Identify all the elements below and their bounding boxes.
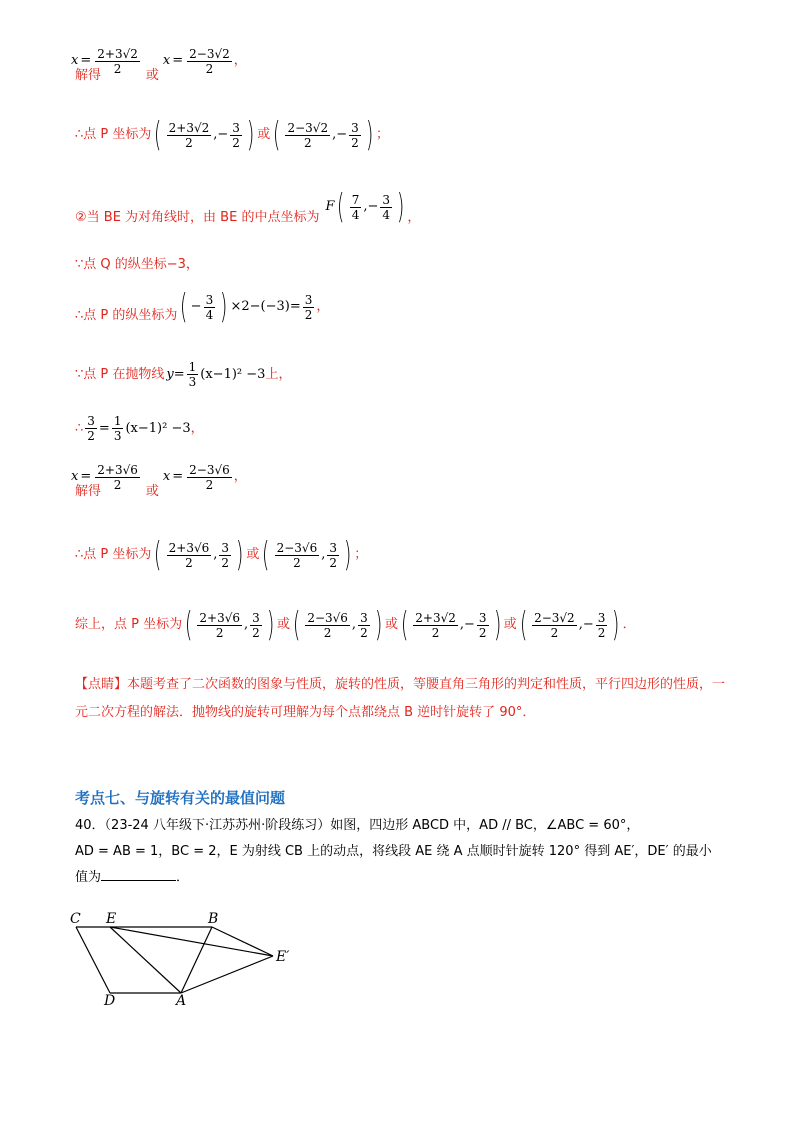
or-text: 或 <box>503 617 517 632</box>
question-line-1: 40．（23-24 八年级下·江苏苏州·阶段练习）如图，四边形 ABCD 中，AD // BC，∠ABC = 60°， <box>75 818 640 833</box>
label-C: C <box>70 911 81 927</box>
solution-line-7 <box>75 414 204 443</box>
label-text: ②当 BE 为对角线时，由 BE 的中点坐标为 <box>75 210 320 225</box>
equals: = <box>98 420 110 436</box>
label-E: E <box>106 911 117 927</box>
solution-line-8 <box>71 462 247 500</box>
fraction: $\frac{2+3√2}{2}$ <box>415 610 456 640</box>
fraction: $\frac{2-3√6}{2}$ <box>276 540 318 570</box>
fraction: $\frac{2-3√2}{2}$ <box>287 120 329 150</box>
fraction: $\frac{3}{2}$ <box>329 540 337 570</box>
tail: ； <box>354 547 368 562</box>
or-text: 或 <box>384 617 398 632</box>
or-text: 或 <box>246 547 260 562</box>
fraction: $\frac{3}{2}$ <box>232 120 240 150</box>
label-text: ∵点 P 在抛物线 <box>75 366 165 382</box>
label-D: D <box>104 993 116 1005</box>
fraction-a: $\frac{2+3√2}{2}$ <box>97 46 138 76</box>
solution-line-2: ∴点 P 坐标为 ( $\frac{2+3√2}{2}$ ,− $\frac{3}{2}$ ) 或 ( $\frac{2-3√2}{2}$ ,− $\frac{3}{2}$ ) ； <box>75 115 390 155</box>
or-text: 或 <box>277 617 291 632</box>
equals-2: = <box>172 53 184 68</box>
expression: ×2−(−3)= <box>230 299 301 314</box>
fraction: $\frac{2+3√6}{2}$ <box>199 610 240 640</box>
line-text: ∵点 Q 的纵坐标−3， <box>75 257 199 272</box>
tail: ， <box>233 469 247 484</box>
tail: 上， <box>265 366 292 382</box>
fraction: $\frac{2-3√6}{2}$ <box>307 610 348 640</box>
equals: = <box>80 469 92 484</box>
tail: ， <box>190 420 204 436</box>
question-line-2: AD = AB = 1，BC = 2，E 为射线 CB 上的动点，将线段 AE 绕 A 点顺时针旋转 120° 得到 AE′，DE′ 的最小 <box>75 844 712 859</box>
tail: ． <box>622 617 636 632</box>
geometry-figure <box>60 905 320 1005</box>
seg-EE2 <box>110 927 273 956</box>
or-text: 或 <box>257 127 271 142</box>
label-text: ∴点 P 坐标为 <box>75 547 152 562</box>
tail: ， <box>233 53 247 68</box>
expression: (x−1)² −3 <box>200 366 266 382</box>
solution-line-6 <box>75 360 291 389</box>
seg-BE2 <box>212 927 273 956</box>
fraction-b: $\frac{2-3√2}{2}$ <box>189 46 230 76</box>
equals: = <box>80 53 92 68</box>
label-text: ∴ <box>75 420 84 436</box>
label-text: 解得 <box>75 484 102 499</box>
solution-line-4 <box>75 257 199 273</box>
fraction: $\frac{3}{2}$ <box>597 610 606 640</box>
label-A: A <box>176 993 187 1005</box>
fraction: $\frac{7}{4}$ <box>351 192 360 222</box>
fraction: $\frac{2-3√2}{2}$ <box>534 610 575 640</box>
comment-paragraph <box>75 671 735 727</box>
solution-line-3: ②当 BE 为对角线时，由 BE 的中点坐标为 F ( $\frac{7}{4}$ ,− $\frac{3}{4}$ ) ， <box>75 187 421 227</box>
question-line-3: 值为 ． <box>75 870 190 885</box>
seg-EA <box>110 927 181 993</box>
solution-line-10: 综上，点 P 坐标为 ( $\frac{2+3√6}{2}$ , $\frac{3}{2}$ ) 或 ( $\frac{2-3√6}{2}$ , $\frac{3}{2}$ ) 或 ( $\frac{2+3√2}{2}$ ,− $\frac{3}{2}$ ) 或 ( $\frac{2-3√2}{2}$ ,− $\frac{3}{2}$ ) ． <box>75 605 636 645</box>
fraction-b: $\frac{2-3√6}{2}$ <box>189 462 230 492</box>
seg-AB <box>181 927 212 993</box>
answer-blank[interactable] <box>101 868 176 881</box>
solution-line-5: ∴点 P 的纵坐标为 ( − $\frac{3}{4}$ ) ×2−(−3)= $\frac{3}{2}$ ， <box>75 287 330 327</box>
fraction: $\frac{3}{4}$ <box>205 292 214 322</box>
equals-2: = <box>172 469 184 484</box>
var-x2: x <box>162 469 171 484</box>
var-x: x <box>71 53 79 68</box>
fraction: $\frac{3}{2}$ <box>360 610 368 640</box>
tail: ； <box>376 127 390 142</box>
label-B: B <box>208 911 219 927</box>
tail: ， <box>316 299 330 314</box>
question-block <box>75 813 735 891</box>
var-y: y= <box>166 366 185 382</box>
section-title: 考点七、与旋转有关的最值问题 <box>75 789 286 807</box>
fraction: $\frac{3}{2}$ <box>252 610 260 640</box>
seg-AE2 <box>181 956 273 993</box>
fraction: $\frac{3}{2}$ <box>221 540 230 570</box>
fraction-a: $\frac{2+3√6}{2}$ <box>97 462 138 492</box>
fraction: $\frac{3}{2}$ <box>478 610 487 640</box>
fraction: $\frac{3}{4}$ <box>382 192 391 222</box>
fraction: $\frac{3}{2}$ <box>304 292 313 322</box>
comment-tag: 【点睛】 <box>75 677 128 692</box>
or-text: 或 <box>145 484 159 499</box>
fraction: $\frac{1}{3}$ <box>113 414 122 443</box>
tail: ， <box>407 210 421 225</box>
fraction: $\frac{2+3√6}{2}$ <box>168 540 210 570</box>
expression: (x−1)² −3 <box>125 420 191 436</box>
or-text: 或 <box>145 68 159 83</box>
label-text: ∴点 P 坐标为 <box>75 127 152 142</box>
var-F: F <box>325 199 335 214</box>
comment-text: 本题考查了二次函数的图象与性质，旋转的性质，等腰直角三角形的判定和性质，平行四边形的性质，一元二次方程的解法．抛物线的旋转可理解为每个点都绕点 B 逆时针旋转了 90°． <box>75 677 726 720</box>
label-text: 综上，点 P 坐标为 <box>75 617 183 632</box>
fraction: $\frac{2+3√2}{2}$ <box>168 120 210 150</box>
var-x: x <box>71 469 79 484</box>
label-text: ∴点 P 的纵坐标为 <box>75 308 178 323</box>
solution-line-9: ∴点 P 坐标为 ( $\frac{2+3√6}{2}$ , $\frac{3}{2}$ ) 或 ( $\frac{2-3√6}{2}$ , $\frac{3}{2}$ ) ； <box>75 535 368 575</box>
label-E2: E′ <box>276 949 290 965</box>
label-text: 解得 <box>75 68 102 83</box>
var-x2: x <box>162 53 171 68</box>
solution-line-1 <box>71 46 247 84</box>
fraction: $\frac{1}{3}$ <box>188 360 197 389</box>
fraction: $\frac{3}{2}$ <box>87 414 95 443</box>
fraction: $\frac{3}{2}$ <box>351 120 359 150</box>
seg-CD <box>76 927 110 993</box>
